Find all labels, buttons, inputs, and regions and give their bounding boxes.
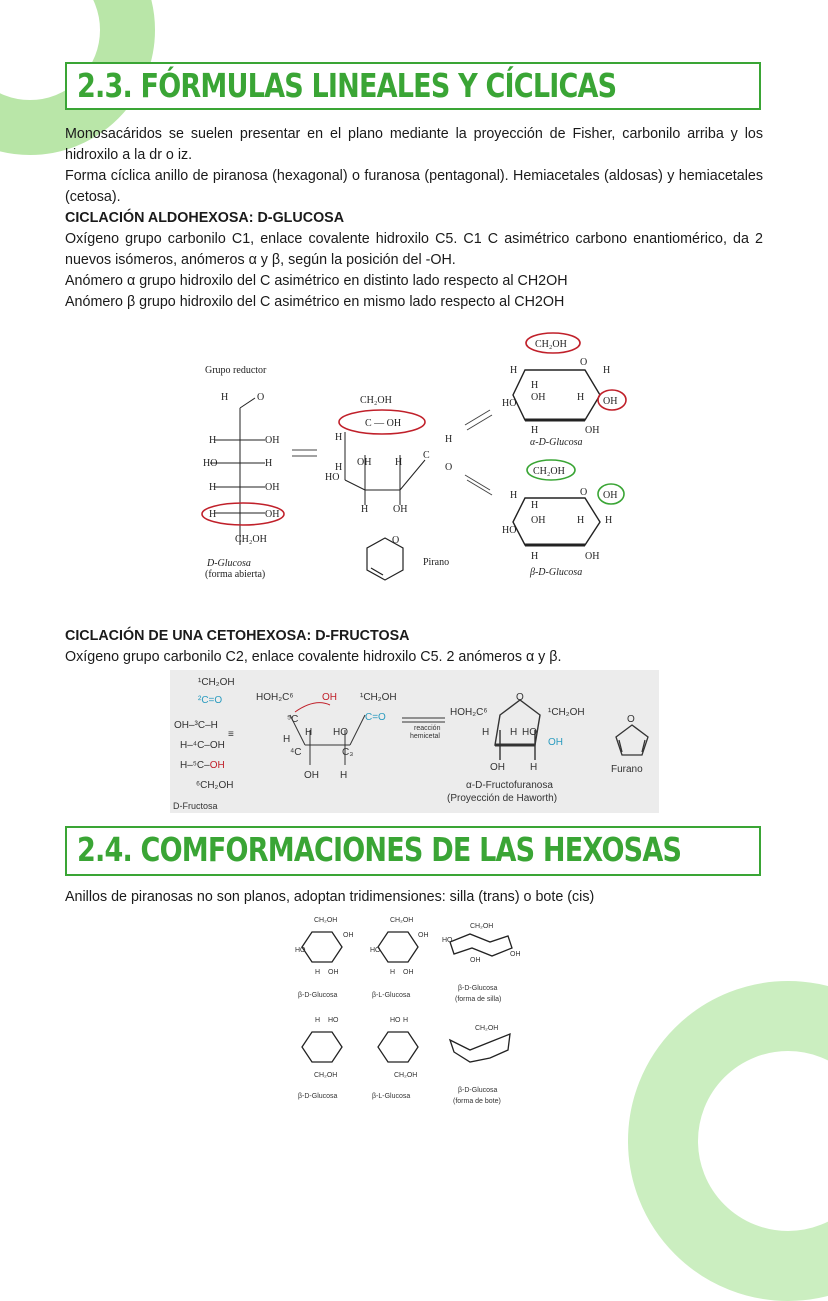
svg-text:OH: OH — [304, 770, 319, 781]
svg-text:H: H — [530, 762, 538, 773]
section-title: 2.3. FÓRMULAS LINEALES Y CÍCLICAS — [77, 66, 617, 105]
svg-text:HO: HO — [333, 727, 348, 738]
haworth-subtitle: (Proyección de Haworth) — [447, 793, 558, 804]
svg-text:H: H — [209, 435, 217, 446]
svg-text:HO: HO — [203, 458, 218, 469]
section2-body — [65, 887, 763, 908]
svg-text:HO: HO — [328, 1017, 339, 1024]
conformation-label: β-D-Glucosa — [458, 985, 498, 992]
svg-text:H–⁵C–OH: H–⁵C–OH — [180, 760, 225, 771]
svg-text:H: H — [603, 365, 611, 376]
svg-text:H: H — [531, 425, 539, 436]
svg-text:C: C — [423, 450, 430, 461]
ch2oh-label: CH₂OH — [535, 339, 567, 350]
chair-hexagons-row1 — [302, 932, 512, 962]
paragraph: Anómero β grupo hidroxilo del C asimétrico en mismo lado respecto al CH2OH — [65, 294, 565, 310]
svg-text:OH: OH — [343, 932, 354, 939]
svg-text:¹CH₂OH: ¹CH₂OH — [548, 707, 585, 718]
svg-text:HOH₂C⁶: HOH₂C⁶ — [450, 707, 488, 718]
open-chain-name: D-Glucosa — [207, 558, 251, 569]
paragraph: Anómero α grupo hidroxilo del C asimétrico en distinto lado respecto al CH2OH — [65, 273, 568, 289]
svg-text:HO: HO — [502, 525, 517, 536]
svg-text:¹CH₂OH: ¹CH₂OH — [198, 677, 235, 688]
svg-text:OH: OH — [265, 435, 280, 446]
svg-text:OH: OH — [357, 457, 372, 468]
svg-text:H: H — [510, 727, 518, 738]
fructose-cyclization-figure — [170, 670, 659, 813]
svg-text:OH: OH — [393, 504, 408, 515]
svg-text:CH₂OH: CH₂OH — [390, 917, 414, 924]
svg-text:H: H — [510, 490, 518, 501]
svg-text:H: H — [605, 515, 613, 526]
svg-text:H: H — [577, 392, 585, 403]
svg-text:H: H — [531, 380, 539, 391]
svg-text:H: H — [531, 551, 539, 562]
beta-glucose-ring — [513, 498, 600, 545]
paragraph: Forma cíclica anillo de piranosa (hexagonal) o furanosa (pentagonal). Hemiacetales (aldosas) y hemiacetales (cetosa). — [65, 168, 763, 205]
reaction-label: reacción — [414, 725, 441, 732]
svg-text:O: O — [516, 692, 524, 703]
conformation-label: β-D-Glucosa — [298, 1093, 338, 1100]
intermediate-structure — [345, 432, 425, 505]
paragraph: Anillos de piranosas no son planos, adoptan tridimensiones: silla (trans) o bote (cis) — [65, 889, 595, 905]
svg-text:HO: HO — [295, 947, 306, 954]
svg-text:OH: OH — [403, 969, 414, 976]
svg-text:H: H — [335, 432, 343, 443]
svg-text:H: H — [482, 727, 490, 738]
hexose-conformations-figure — [290, 912, 540, 1112]
svg-text:⁵C: ⁵C — [287, 714, 299, 725]
conformation-label: β-L-Glucosa — [372, 1093, 411, 1100]
svg-text:CH₂OH: CH₂OH — [314, 1072, 338, 1079]
svg-text:H: H — [315, 969, 321, 976]
svg-text:H: H — [209, 482, 217, 493]
glucose-cyclization-figure — [195, 330, 635, 585]
svg-text:OH–³C–H: OH–³C–H — [174, 720, 218, 731]
svg-text:H: H — [531, 500, 539, 511]
furano-label: Furano — [611, 764, 643, 775]
svg-text:OH: OH — [585, 425, 600, 436]
paragraph: Oxígeno grupo carbonilo C1, enlace covalente hidroxilo C5. C1 C asimétrico carbono enantiomérico, da 2 nuevos isómeros, anómeros α y β, según la posición del -OH. — [65, 231, 763, 268]
svg-text:H: H — [305, 727, 313, 738]
d-fructosa-label: D-Fructosa — [173, 801, 218, 811]
svg-text:O: O — [580, 487, 588, 498]
svg-text:CH₂OH: CH₂OH — [475, 1025, 499, 1032]
svg-text:O: O — [627, 714, 635, 725]
furan-icon — [616, 725, 648, 755]
svg-text:O: O — [257, 392, 265, 403]
beta-oh-label: OH — [603, 490, 618, 501]
svg-text:O: O — [580, 357, 588, 368]
svg-text:H: H — [403, 1017, 409, 1024]
svg-text:OH: OH — [328, 969, 339, 976]
svg-text:OH: OH — [322, 692, 337, 703]
subheading: CICLACIÓN DE UNA CETOHEXOSA: D-FRUCTOSA — [65, 628, 410, 644]
svg-text:HO: HO — [442, 937, 453, 944]
svg-text:OH: OH — [418, 932, 429, 939]
svg-text:HO: HO — [502, 398, 517, 409]
conformation-label: β-D-Glucosa — [298, 992, 338, 999]
svg-text:⁴C: ⁴C — [290, 747, 302, 758]
svg-text:C=O: C=O — [365, 712, 386, 723]
paragraph: Oxígeno grupo carbonilo C2, enlace covalente hidroxilo C5. 2 anómeros α y β. — [65, 649, 562, 665]
svg-text:CH₂OH: CH₂OH — [314, 917, 338, 924]
ch2oh-label: CH₂OH — [533, 466, 565, 477]
svg-text:HO: HO — [325, 472, 340, 483]
svg-text:OH: OH — [585, 551, 600, 562]
svg-text:OH: OH — [531, 515, 546, 526]
svg-text:OH: OH — [490, 762, 505, 773]
svg-text:H: H — [209, 509, 217, 520]
svg-text:O: O — [445, 462, 453, 473]
svg-text:CH₂OH: CH₂OH — [360, 395, 392, 406]
section-body — [65, 124, 763, 313]
svg-text:H: H — [221, 392, 229, 403]
section-title: 2.4. COMFORMACIONES DE LAS HEXOSAS — [77, 830, 682, 869]
svg-text:HO: HO — [522, 727, 537, 738]
svg-text:HO: HO — [390, 1017, 401, 1024]
svg-text:OH: OH — [265, 482, 280, 493]
svg-text:C — OH: C — OH — [365, 418, 402, 429]
open-chain-subtitle: (forma abierta) — [205, 569, 266, 580]
svg-text:H: H — [315, 1017, 321, 1024]
subheading: CICLACIÓN ALDOHEXOSA: D-GLUCOSA — [65, 210, 345, 226]
pirano-label: Pirano — [423, 557, 450, 568]
svg-text:HOH₂C⁶: HOH₂C⁶ — [256, 692, 294, 703]
paragraph: Monosacáridos se suelen presentar en el plano mediante la proyección de Fisher, carbonilo arriba y los hidroxilo a la dr o iz. — [65, 126, 763, 163]
svg-text:²C=O: ²C=O — [198, 695, 223, 706]
svg-text:O: O — [392, 535, 400, 546]
svg-text:H: H — [283, 734, 291, 745]
svg-text:H: H — [577, 515, 585, 526]
beta-glucose-name: β-D-Glucosa — [530, 567, 583, 578]
hemicetal-label: hemicetal — [410, 733, 440, 740]
decorative-circle-bottom-right — [628, 981, 828, 1301]
alpha-glucose-name: α-D-Glucosa — [530, 437, 583, 448]
svg-text:≡: ≡ — [228, 729, 234, 740]
conformation-label: β-D-Glucosa — [458, 1087, 498, 1094]
conformation-sublabel: (forma de bote) — [453, 1098, 501, 1105]
svg-text:H–⁴C–OH: H–⁴C–OH — [180, 740, 225, 751]
svg-text:H: H — [395, 457, 403, 468]
section-title-box — [65, 826, 761, 876]
fructose-text — [65, 626, 763, 668]
svg-text:H: H — [361, 504, 369, 515]
fructofuranosa-name: α-D-Fructofuranosa — [466, 780, 553, 791]
alpha-oh-label: OH — [603, 396, 618, 407]
svg-text:HO: HO — [370, 947, 381, 954]
svg-text:OH: OH — [531, 392, 546, 403]
svg-text:OH: OH — [470, 957, 481, 964]
conformation-label: β-L-Glucosa — [372, 992, 411, 999]
svg-text:H: H — [335, 462, 343, 473]
conformation-sublabel: (forma de silla) — [455, 996, 502, 1003]
svg-text:¹CH₂OH: ¹CH₂OH — [360, 692, 397, 703]
grupo-reductor-label: Grupo reductor — [205, 365, 267, 376]
svg-text:OH: OH — [265, 509, 280, 520]
svg-text:OH: OH — [548, 737, 563, 748]
svg-text:H: H — [510, 365, 518, 376]
svg-text:H: H — [390, 969, 396, 976]
alpha-glucose-ring — [513, 370, 600, 420]
svg-text:CH₂OH: CH₂OH — [235, 534, 267, 545]
chair-hexagons-row2 — [302, 1032, 510, 1062]
svg-text:OH: OH — [510, 951, 521, 958]
section-title-box — [65, 62, 761, 110]
svg-text:H: H — [340, 770, 348, 781]
svg-text:⁶CH₂OH: ⁶CH₂OH — [196, 780, 234, 791]
svg-text:C₃: C₃ — [342, 747, 354, 758]
svg-text:H: H — [265, 458, 273, 469]
svg-text:CH₂OH: CH₂OH — [394, 1072, 418, 1079]
svg-text:H: H — [445, 434, 453, 445]
svg-text:CH₂OH: CH₂OH — [470, 923, 494, 930]
